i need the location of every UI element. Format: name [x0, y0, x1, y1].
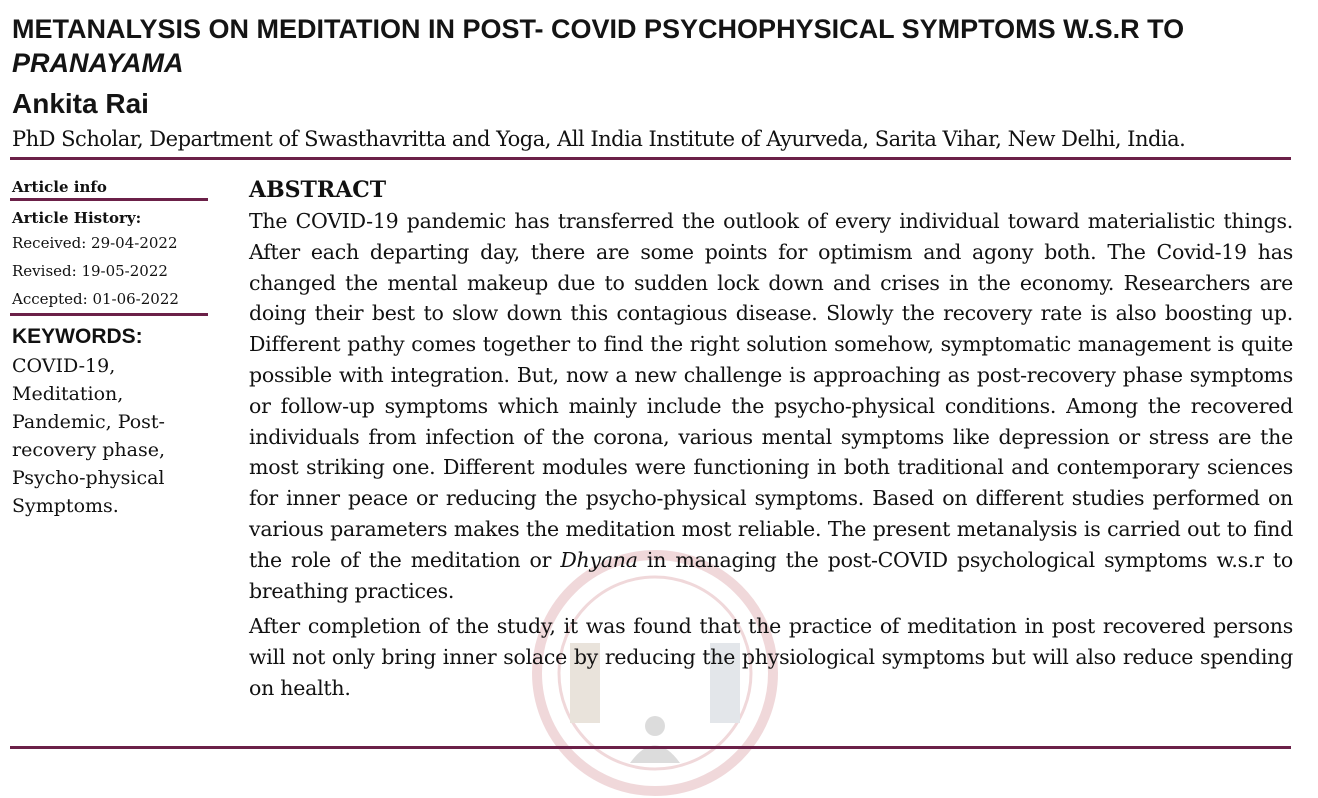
author-name: Ankita Rai [12, 88, 149, 119]
paper-title: METANALYSIS ON MEDITATION IN POST- COVID PSYCHOPHYSICAL SYMPTOMS W.S.R TO PRANAYAMA [12, 14, 1185, 78]
paper-title-italic: PRANAYAMA [12, 48, 184, 78]
author-affiliation: PhD Scholar, Department of Swasthavritta and Yoga, All India Institute of Ayurveda, Sarita Vihar, New Delhi, India. [12, 127, 1186, 151]
abstract-heading: ABSTRACT [249, 177, 387, 203]
keywords-list: COVID-19, Meditation, Pandemic, Post-recovery phase, Psycho-physical Symptoms. [12, 355, 166, 517]
abstract-paragraph-2: After completion of the study, it was found that the practice of meditation in post recovered persons will not only bring inner solace by reducing the physiological symptoms but will also reduce spending on health. [249, 614, 1293, 700]
received-date: Received: 29-04-2022 [12, 234, 178, 252]
article-history-heading: Article History: [12, 209, 142, 227]
footer-divider [10, 746, 1291, 749]
accepted-date: Accepted: 01-06-2022 [12, 290, 179, 308]
article-info-divider [10, 198, 208, 201]
dhyana-term: Dhyana [560, 547, 638, 572]
keywords-heading: KEYWORDS: [12, 325, 143, 348]
article-info-sidebar [12, 176, 208, 520]
abstract-paragraph-1: The COVID-19 pandemic has transferred the outlook of every individual toward materialistic things. After each departing day, there are some points for optimism and agony both. The Covid-19 has changed the mental makeup due to sudden lock down and crises in the economy. Researchers are doing their best to slow down this contagious disease. Slowly the recovery rate is also boosting up. Different pathy comes together to find the right solution somehow, symptomatic management is quite possible with integration. But, now a new challenge is approaching as post-recovery phase symptoms or follow-up symptoms which mainly include the psycho-physical conditions. Among the recovered individuals from infection of the corona, various mental symptoms like depression or stress are the most striking one. Different modules were functioning in both traditional and contemporary sciences for inner peace or reducing the psycho-physical symptoms. Based on different studies performed on various parameters makes the meditation most reliable. The present metanalysis is carried out to find the role of the meditation or Dhyana in managing the post-COVID psychological symptoms w.s.r to breathing practices. [249, 209, 1293, 603]
article-info-heading: Article info [12, 178, 107, 196]
history-divider [10, 313, 208, 316]
abstract-section [249, 174, 1293, 704]
header-divider [10, 157, 1291, 160]
revised-date: Revised: 19-05-2022 [12, 262, 168, 280]
